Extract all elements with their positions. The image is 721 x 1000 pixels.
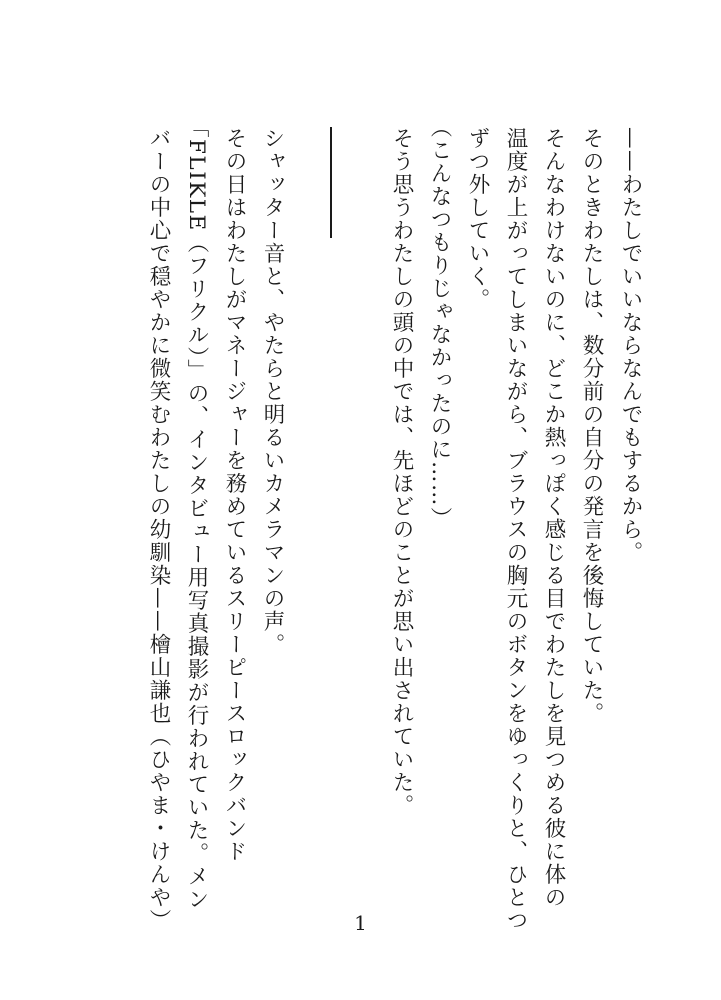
text-line-3: そんなわけないのに、どこか熱っぽく感じる目でわたしを見つめる彼に体の: [541, 127, 566, 909]
text-line-8: シャッター音と、やたらと明るいカメラマンの声。: [260, 127, 285, 656]
text-line-7: そう思うわたしの頭の中では、先ほどのことが思い出されていた。: [389, 127, 414, 817]
text-line-1: ——わたしでいいならなんでもするから。: [618, 127, 643, 564]
page-number: 1: [354, 911, 367, 935]
scene-break-rule: [330, 127, 332, 238]
text-line-2: そのときわたしは、数分前の自分の発言を後悔していた。: [579, 127, 604, 725]
text-line-6: （こんなつもりじゃなかったのに……）: [427, 116, 452, 530]
text-line-9: その日はわたしがマネージャーを務めているスリーピースロックバンド: [222, 127, 247, 863]
text-line-4: 温度が上がってしまいながら、ブラウスの胸元のボタンをゆっくりと、ひとつ: [503, 127, 528, 932]
text-line-5: ずつ外していく。: [465, 127, 490, 311]
text-line-11: バーの中心で穏やかに微笑むわたしの幼馴染——檜山謙也（ひやま・けんや）: [146, 127, 171, 932]
text-line-10: 「FLIKLE（フリクル）」の、インタビュー用写真撮影が行われていた。メン: [184, 116, 209, 911]
